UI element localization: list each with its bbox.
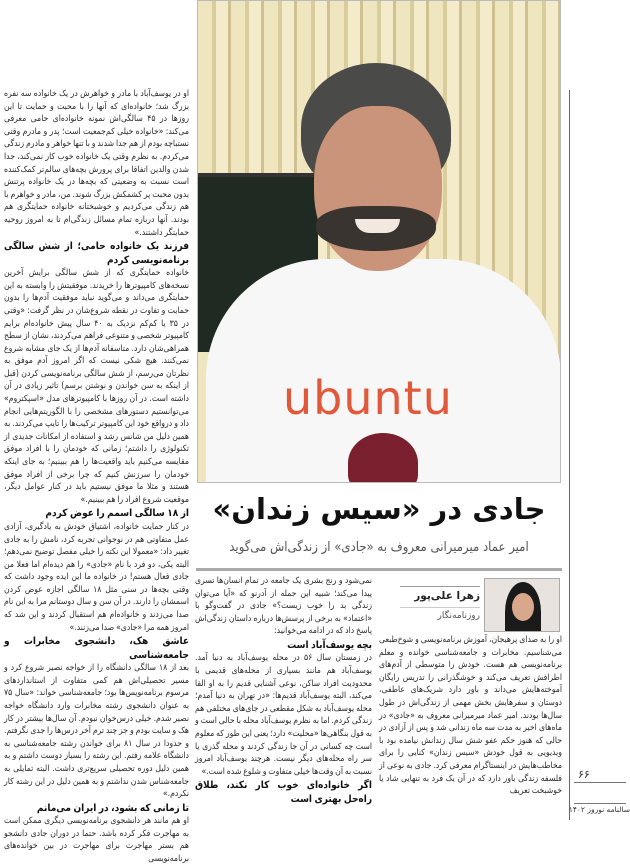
headline-divider [196,568,562,571]
author-name: زهرا علی‌پور [414,590,480,602]
paragraph: در زمستان سال ۵۶ در محله یوسف‌آباد به دنیا آمد. یوسف‌آباد هم مانند بسیاری از محله‌های قدیمی با محدودیت افراد ساکن، نوعی آشنایی قدیم را به او القا می‌کند، البته یوسف‌آباد قدیم‌ها: «در تهران به دنیا آمدم؛ محله یوسف‌آباد به شکل مقطعی در جای‌های مختلفی هم زندگی کردم. اما به نظرم یوسف‌آباد محله با حالی است و به قول بنگاهی‌ها «محلیت» دارد؛ یعنی این طور که معلوم است چه کسانی در آن جا زندگی کردند و محله گذری یا سر راه محله‌های دیگر نیست. هرچند یوسف‌آباد امروز نسبت به آن وقت‌ها خیلی متفاوت و شلوغ شده است.» [195,653,372,777]
portrait-photo [197,0,561,483]
section-heading: عاشق هک، دانشجوی مخابرات و جامعه‌شناسی [4,636,189,661]
section-heading: تا زمانی که بشود، در ایران می‌مانم [36,802,189,814]
section-heading: اگر خانواده‌ای خوب کار نکند، طلاق راه‌حل بهتری است [195,780,372,805]
author-rule-mid [400,607,480,608]
author-avatar-face [512,593,534,621]
paragraph: او هم مانند هر دانشجوی برنامه‌نویسی دیگری ممکن است به مهاجرت فکر کرده باشد. حتما در دوران جادی دانشجو هم بستر مهاجرت برای مهاجرت در بین خوانده‌های برنامه‌نویسی [4,816,189,865]
smile [355,219,400,233]
issue-label: سالنامه نوروز ۱۴۰۲ [568,805,630,814]
author-rule-top [400,586,480,587]
article-column-middle [195,575,372,806]
paragraph: او را به صدای پرهیجان، آموزش برنامه‌نویسی و شوخ‌طبعی می‌شناسیم. مخابرات و جامعه‌شناسی خوانده و معلم برنامه‌نویسی هم هست. خودش را متوسطی از آدم‌های اطرافش تعریف می‌کند و خوشگذرانی را تدریس رایگان آموخته‌هایش می‌داند و باور دارد شریک‌های عاطفی، دوستان و سفرهایش بخش مهمی از زندگی‌اش در طول سال‌ها بودند. امیر عماد میرمیرانی معروف به «جادی» در ماه‌های اخیر به مدت سه ماه زندانی شد و پس از آزادی در حالی که هنوز حکم عفو شش سال زندانش نیامده بود با ویدیویی به قول خودش «سیس زندان» کنایی را برای مخاطب‌هایش در اینستاگرام معرفی کرد. جادی به نوعی از فلسفه زندگی باور دارد که در آن یک فرد به تنهایی شاد یا خوشبخت تعریف [379,635,562,797]
paragraph: خانواده حمایتگری که از شش سالگی برایش آخرین نسخه‌های کامپیوترها را خریدند. موفقیتش را وابسته به این حمایتگری می‌داند و می‌گوید نباید موفقیت آدم‌ها را بدون حمایت و تفاوت در نقطه شروع‌شان در نظر گرفت: «وقتی در ۳۵ یا کم‌کم نزدیک به ۴۰ سال پیش خانواده‌ام برایم کامپیوتر شخصی و متنوعی فراهم می‌کردند، نشان از سطح همراهی‌شان دارد. متاسفانه آدم‌ها از یک جای مشابه شروع نمی‌کنند. هیچ شکی نیست که اگر امروز آدم موفق به نظرتان می‌رسم، از شش سالگی برنامه‌نویسی کردن (قبل از اینکه به سن خواندن و نوشتن برسم) تاثیر زیادی در آن داشته است. در آن روزها با کامپیوترهای مدل «اسپکتروم» می‌توانستیم دستورهای مشخصی را با الگوریتم‌هایی انجام داد و درواقع خود این کامپیوتر ترکیب‌ها را تایپ می‌کردند. به همین دلیل من شانس رشد و استفاده از امکانات جدیدی از تکنولوژی را داشتم؛ زمانی که خودمان را با افراد موفق مقایسه می‌کنیم باید واقعیت‌ها را هم ببینیم؛ به جای اینکه خودمان را سرزنش کنیم که چرا برخی از افراد موفق هستند و مثلا ما موفق نیستیم باید در کنار عوامل دیگر، موقعیت شروع افراد را هم ببینیم.» [4,268,189,505]
paragraph: بعد از ۱۸ سالگی دانشگاه را از خواجه نصیر شروع کرد و مسیر تحصیلی‌اش هم کمی متفاوت از استانداردهای مرسوم برنامه‌نویس‌ها بود؛ جامعه‌شناسی خواند: «سال ۷۵ به عنوان دانشجوی رشته مخابرات وارد دانشگاه خواجه نصیر شدم. خیلی درس‌خوان نبودم. آن سال‌ها بیشتر در کار هک و سایت بودم و جز چند ترم آخر درس‌ها را جدی نگرفتم. و حدودا در سال ۸۱ برای خواندن رشته جامعه‌شناسی به دانشگاه علامه رفتم. این رشته را بسیار دوست داشتم و به همین دلیل دوره تحصیلی سریع‌تری داشت. البته تمایلی به جامعه‌شناس شدن نداشتم و به همین دلیل در این رشته کار نکردم.» [4,663,189,800]
paragraph: در کنار حمایت خانواده، اشتیاق خودش به یادگیری، آزادی عمل متفاوتی هم در نوجوانی تجربه کرد، نامش را به جادی تغییر داد: «معمولا این نکته را خیلی مفصل توضیح نمی‌دهم؛ البته یکی، دو فرد با نام «جادی» را هم دیده‌ام اما فعلا من جادی فعال هستم! در خانواده ما این ایده وجود داشت که وقتی بچه‌ها در سنی مثل ۱۸ سالگی اجازه عوض کردن اسمشان را دارند. در آن سن و سال دوستانم مرا به این نام صدا می‌زدند و خانواده‌ام هم استقبال کردند و این شد که امروز همه مرا «جادی» صدا می‌زنند.» [4,521,190,633]
article-column-left [4,88,189,866]
headline: جادی در «سیس زندان» [212,492,546,526]
author-avatar [484,578,560,632]
section-heading: بچه یوسف‌آباد است [287,639,372,651]
section-heading: از ۱۸ سالگی اسمم را عوض کردم [45,508,189,520]
page-number: ۶۶ [578,768,590,781]
section-heading: فرزند یک خانواده حامی؛ از شش سالگی برنامه‌نویسی کردم [4,241,189,266]
paragraph: نمی‌شود و رنج بشری یک جامعه در تمام انسان‌ها تسری پیدا می‌کند؛ شبیه این جمله از آدرنو که «آیا می‌توان زندگی بد را خوب زیست؟» جادی در گفت‌وگو با «اعتماد» به برخی از پرسش‌ها درباره داستان زندگی‌اش پاسخ داد که در ادامه می‌خوانید: [195,576,372,637]
shirt-text: ubuntu [283,371,453,425]
author-role: روزنامه‌نگار [437,611,480,621]
subheadline: امیر عماد میرمیرانی معروف به «جادی» از زندگی‌اش می‌گوید [229,540,529,555]
article-column-right [379,634,562,798]
publication-logo [574,782,626,804]
margin-divider [569,90,570,820]
paragraph: او در یوسف‌آباد با مادر و خواهرش در یک خانواده سه نفره بزرگ شد؛ خانواده‌ای که آنها را با محبت و حمایت تا این روزها در ۴۵ سالگی‌اش نمونه خانواده‌ای حامی معرفی می‌کند: «خانواده خیلی کم‌جمعیت است؛ پدر و مادرم وقتی نستباچه بودم از هم جدا شدند و با تنها خواهر و مادرم زندگی می‌کردم. به نظرم وقتی یک خانواده خوب کار نمی‌کند، جدا شدن والدین اتفاقا برای پرورش بچه‌های سالم‌تر کمک‌کننده است نسبت به وضعیتی که بچه‌ها در یک خانواده پرتنش بدون محبت پر کشمکش بزرگ شوند. من، مادر و خواهرم با هم زندگی می‌کردیم و خوشبختانه خانواده حمایتگری هم بودند. آنها درباره تمام مسائل زندگی‌ام تا به امروز روحیه حمایتگر داشتند.» [4,89,189,238]
